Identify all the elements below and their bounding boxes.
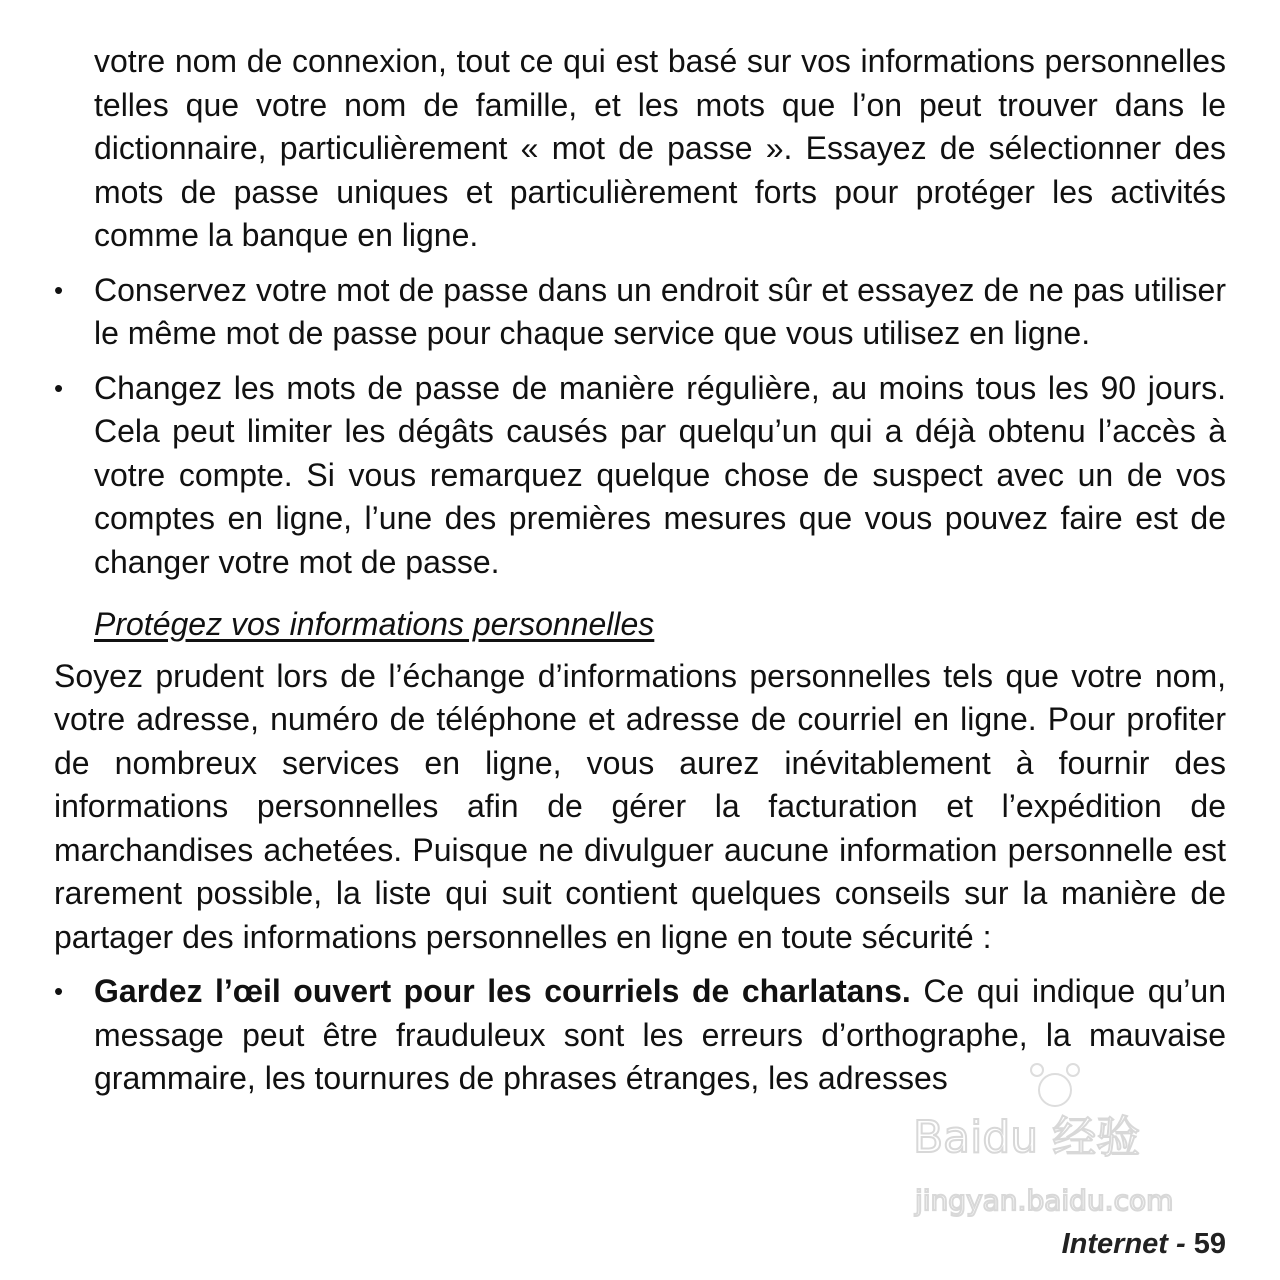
bullet-icon: • [54, 976, 64, 1006]
list-item-text: Conservez votre mot de passe dans un endroit sûr et essayez de ne pas utiliser le même mot de passe pour chaque service que vous utilisez en ligne. [94, 271, 1226, 351]
watermark-url: jingyan.baidu.com [915, 1184, 1174, 1217]
body-paragraph: Soyez prudent lors de l’échange d’informations personnelles tels que votre nom, votre adresse, numéro de téléphone et adresse de courriel en ligne. Pour profiter de nombreux services en ligne, vous aurez inévitablement à fournir des informations personnelles afin de gérer la facturation et l’expédition de marchandises achetées. Puisque ne divulguer aucune information personnelle est rarement possible, la liste qui suit contient quelques conseils sur la manière de partager des informations personnelles en ligne en toute sécurité : [54, 657, 1226, 955]
continued-paragraph: votre nom de connexion, tout ce qui est basé sur vos informations personnelles telles que votre nom de famille, et les mots que l’on peut trouver dans le dictionnaire, particulièrement « mot de passe ». Essayez de sélectionner des mots de passe uniques et particulièrement forts pour protéger les activités comme la banque en ligne. [94, 43, 1226, 253]
bullet-icon: • [54, 274, 64, 305]
page-number: 59 [1193, 1228, 1226, 1260]
list-item [54, 367, 1226, 585]
footer-section-title: Internet - [1061, 1228, 1194, 1260]
bullet-icon: • [54, 372, 64, 403]
document-page [54, 40, 1226, 1101]
list-item [54, 269, 1226, 356]
list-item-text: Changez les mots de passe de manière régulière, au moins tous les 90 jours. Cela peut limiter les dégâts causés par quelqu’un qui a déjà obtenu l’accès à votre compte. Si vous remarquez quelque chose de suspect avec un de vos comptes en ligne, l’une des premières mesures que vous pouvez faire est de changer votre mot de passe. [94, 369, 1226, 580]
watermark-logo: Baidu 经验 [913, 1112, 1141, 1163]
list-item-lead: Gardez l’œil ouvert pour les courriels de charlatans. [94, 973, 911, 1009]
section-heading: Protégez vos informations personnelles [94, 606, 655, 642]
list-item-body: Ce qui indique qu’un message peut être frauduleux sont les erreurs d’orthographe, la mauvaise grammaire, les tournures de phrases étranges, les adresses [94, 973, 1227, 1096]
page-footer [1062, 1228, 1226, 1261]
list-item [54, 970, 1226, 1101]
list-item-text [94, 970, 1226, 1101]
